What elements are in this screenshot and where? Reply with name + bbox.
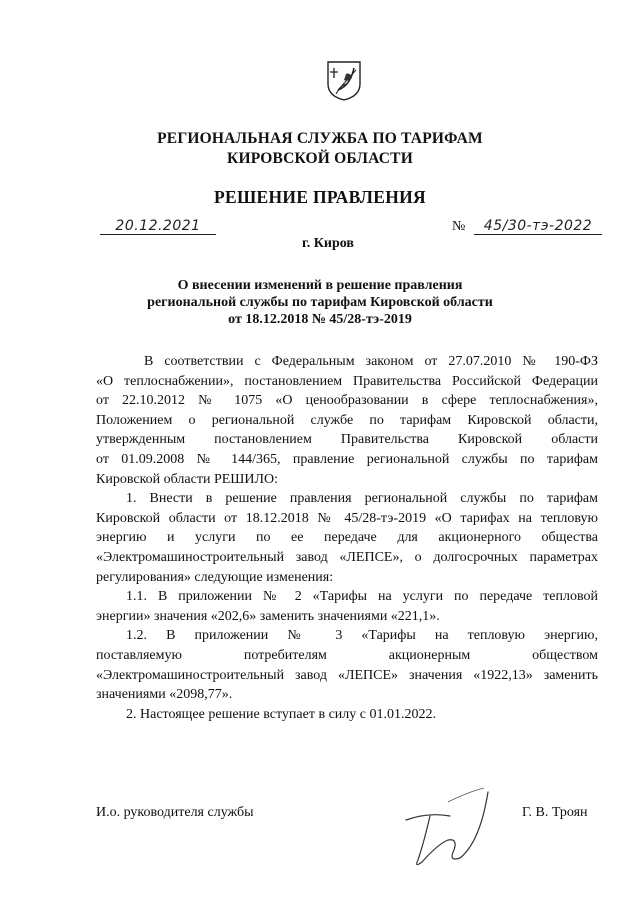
document-title: РЕШЕНИЕ ПРАВЛЕНИЯ <box>214 187 426 207</box>
document-number: 45/30-тэ-2022 <box>474 218 602 235</box>
coat-of-arms-emblem <box>326 60 362 102</box>
signatory-position: И.о. руководителя службы <box>96 805 254 820</box>
subject-line3: от 18.12.2018 № 45/28-тэ-2019 <box>228 312 412 327</box>
item-1-2-line: значениями «2098,77». <box>96 687 233 703</box>
item-1-line: Кировской области от 18.12.2018 № 45/28-тэ-2019 «О тарифах на тепловую <box>96 510 598 526</box>
item-1-line: «Электромашиностроительный завод «ЛЕПСЕ», о долгосрочных параметрах <box>96 549 598 565</box>
preamble-line: утвержденным постановлением Правительства Кировской области <box>96 432 598 448</box>
city: г. Киров <box>302 236 354 251</box>
subject-line2: региональной службы по тарифам Кировской области <box>147 295 493 310</box>
item-1-1-line: 1.1. В приложении № 2 «Тарифы на услуги по передаче тепловой <box>126 589 598 605</box>
org-name-line2: КИРОВСКОЙ ОБЛАСТИ <box>227 150 413 167</box>
item-1-line: энергию и услуги по ее передаче для акционерного общества <box>96 530 598 546</box>
signatory-name: Г. В. Троян <box>522 805 588 820</box>
document-date: 20.12.2021 <box>100 218 216 235</box>
preamble-line: Кировской области РЕШИЛО: <box>96 471 279 487</box>
org-name-line1: РЕГИОНАЛЬНАЯ СЛУЖБА ПО ТАРИФАМ <box>157 130 483 147</box>
body-text <box>96 352 598 724</box>
number-prefix: № <box>452 219 466 234</box>
item-1-line: 1. Внести в решение правления региональной службы по тарифам <box>126 491 598 507</box>
preamble-line: от 22.10.2012 № 1075 «О ценообразовании в сфере теплоснабжения», <box>96 393 598 409</box>
item-1-2-line: «Электромашиностроительный завод «ЛЕПСЕ» значения «1922,13» заменить <box>96 667 598 683</box>
preamble-line: «О теплоснабжении», постановлением Правительства Российской Федерации <box>96 373 598 389</box>
item-1-2-line: 1.2. В приложении № 3 «Тарифы на тепловую энергию, <box>126 628 598 644</box>
item-1-line: регулирования» следующие изменения: <box>96 569 334 585</box>
item-1-1-line: энергии» значения «202,6» заменить значениями «221,1». <box>96 608 440 624</box>
preamble-line: Положением о региональной службе по тарифам Кировской области, <box>96 412 598 428</box>
handwritten-signature <box>388 782 498 872</box>
preamble-line: В соответствии с Федеральным законом от 27.07.2010 № 190-ФЗ <box>144 354 598 369</box>
preamble-line: от 01.09.2008 № 144/365, правление региональной службы по тарифам <box>96 451 598 467</box>
item-1-2-line: поставляемую потребителям акционерным обществом <box>96 647 598 663</box>
subject-line1: О внесении изменений в решение правления <box>177 278 463 293</box>
item-2-line: 2. Настоящее решение вступает в силу с 01.01.2022. <box>126 706 436 722</box>
